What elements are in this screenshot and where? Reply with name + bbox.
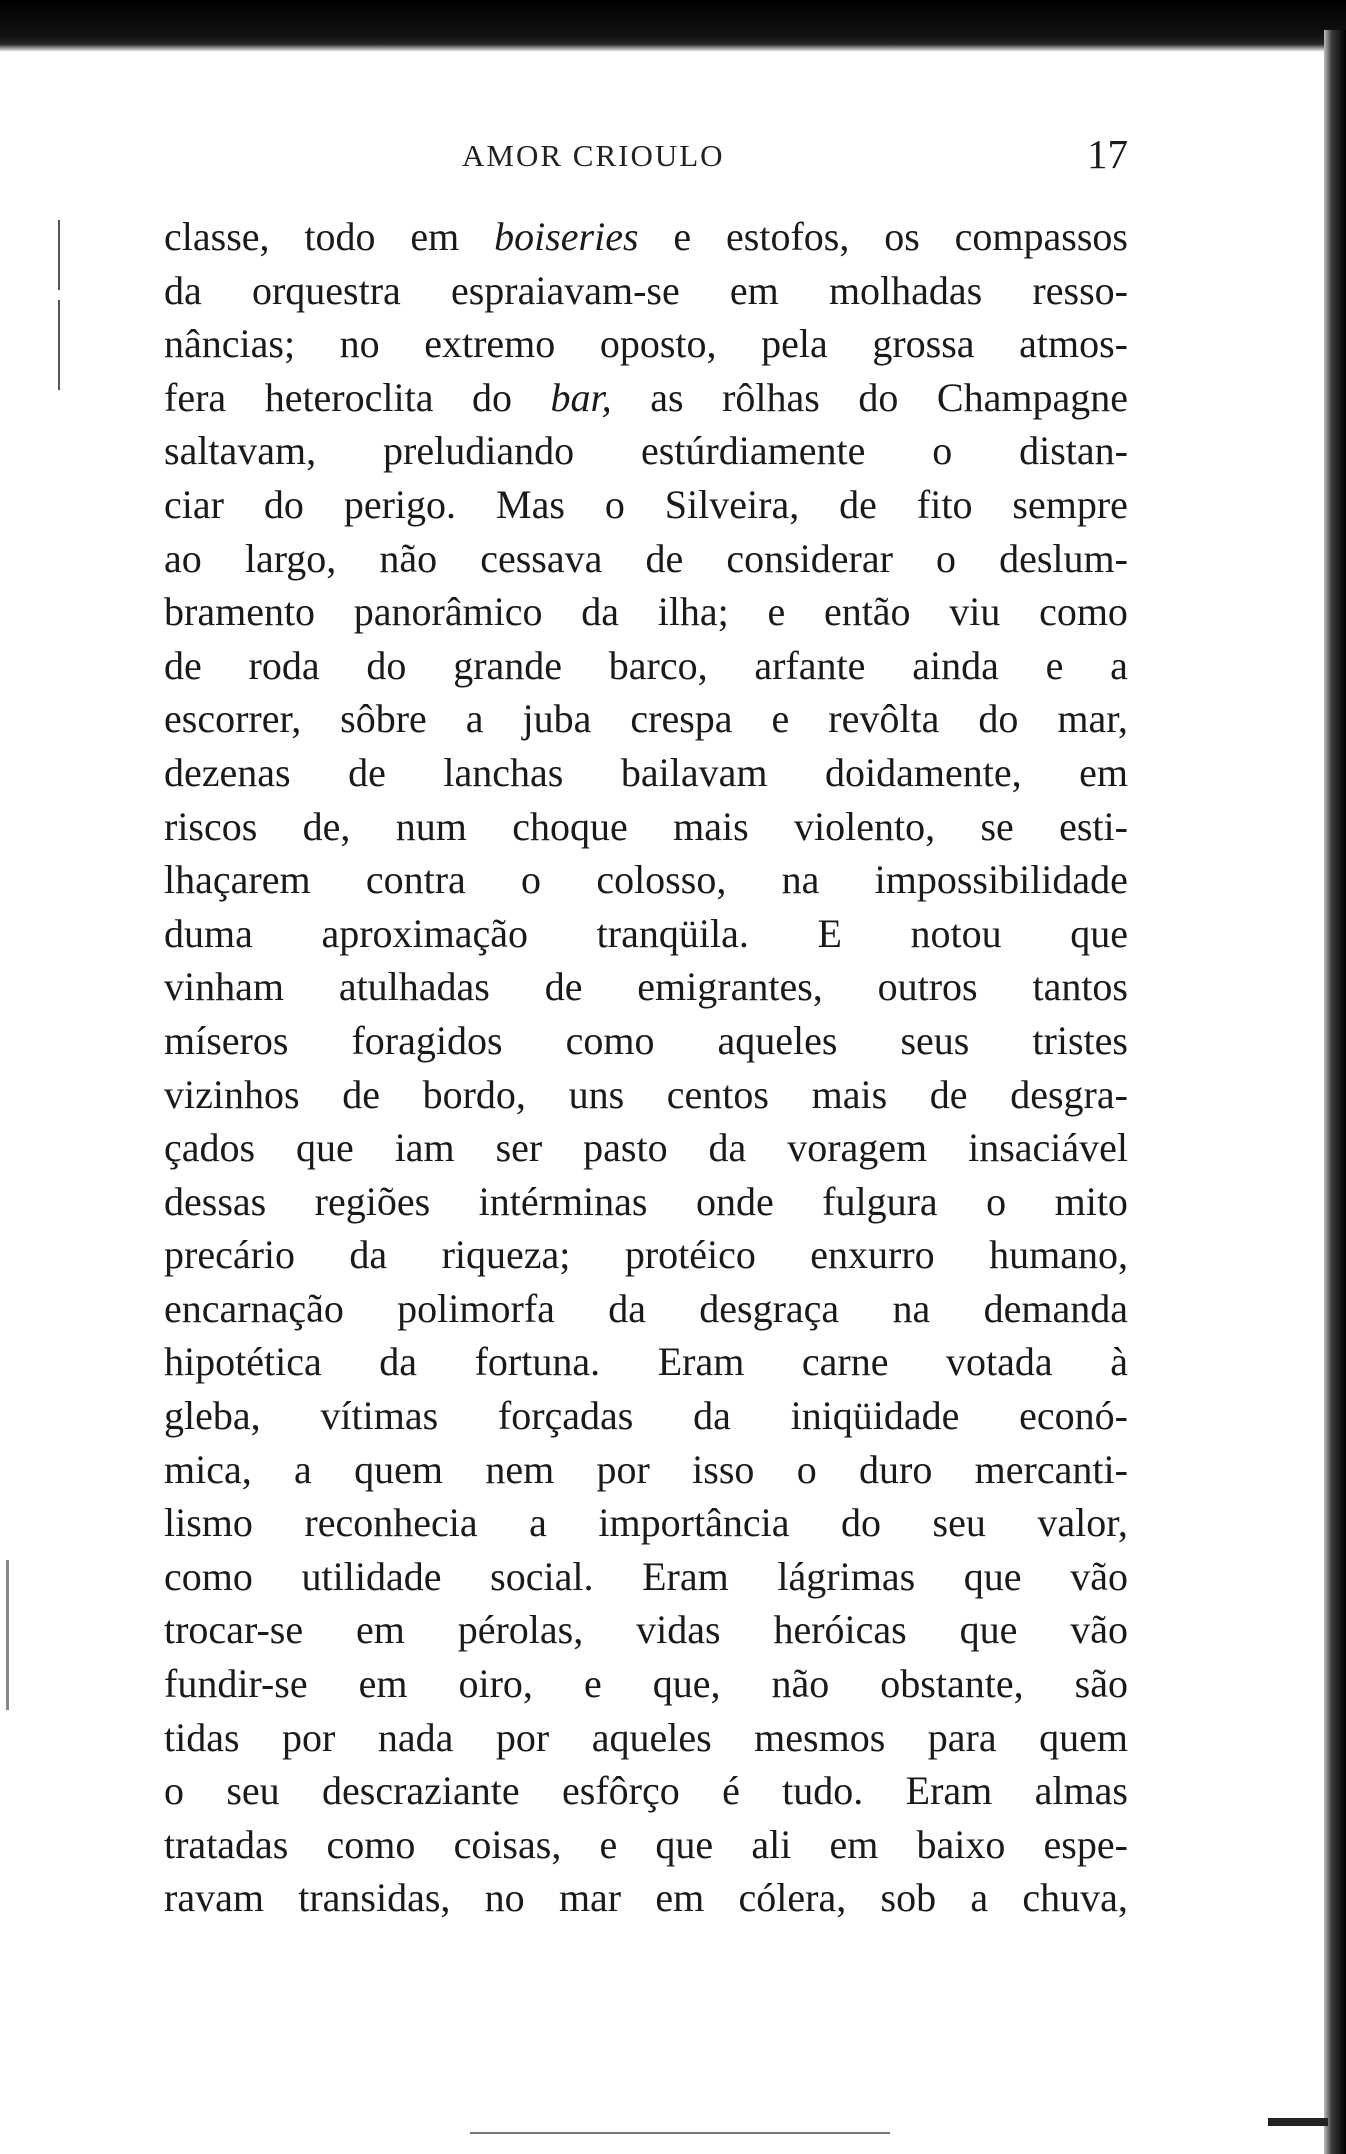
word: vão bbox=[1070, 1607, 1128, 1653]
word: mais bbox=[673, 803, 749, 849]
page-number: 17 bbox=[1087, 131, 1128, 177]
word: não bbox=[379, 535, 438, 581]
word: classe, bbox=[164, 214, 270, 259]
word: esti- bbox=[1059, 803, 1128, 849]
word: trocar-se bbox=[164, 1607, 304, 1653]
word: mar bbox=[558, 1875, 622, 1921]
word: humano, bbox=[989, 1232, 1128, 1278]
word: ali bbox=[751, 1821, 792, 1867]
word: de bbox=[839, 481, 877, 527]
word: o bbox=[932, 428, 953, 474]
word: à bbox=[1110, 1339, 1128, 1385]
word: a bbox=[529, 1500, 547, 1546]
word: colosso, bbox=[596, 857, 727, 903]
word: que, bbox=[652, 1661, 721, 1707]
word: oposto, bbox=[599, 321, 717, 367]
text-line bbox=[164, 1603, 1128, 1657]
word: descraziante bbox=[322, 1768, 520, 1814]
text-line bbox=[164, 639, 1128, 693]
word: da bbox=[379, 1339, 418, 1385]
word: econó- bbox=[1019, 1393, 1128, 1439]
word: crespa bbox=[630, 696, 733, 742]
word: Eram bbox=[642, 1553, 729, 1599]
word: saltavam, bbox=[164, 428, 317, 474]
word: e bbox=[767, 589, 786, 635]
word: duma bbox=[164, 910, 253, 956]
word: do bbox=[472, 374, 513, 420]
word: baixo bbox=[916, 1821, 1006, 1867]
word: e bbox=[771, 696, 790, 742]
scan-right-edge bbox=[1324, 30, 1346, 2154]
text-line bbox=[164, 1443, 1128, 1497]
word: riscos bbox=[164, 803, 258, 849]
page-header bbox=[164, 128, 1128, 188]
word: desgraça bbox=[699, 1285, 840, 1331]
text-line bbox=[164, 907, 1128, 961]
word: pela bbox=[761, 321, 828, 367]
text-line bbox=[164, 1871, 1128, 1925]
text-line bbox=[164, 1657, 1128, 1711]
word: demanda bbox=[983, 1285, 1128, 1331]
word: ravam bbox=[164, 1875, 264, 1921]
word: bramento bbox=[164, 589, 316, 635]
word: tudo. bbox=[782, 1768, 864, 1814]
word: protéico bbox=[624, 1232, 756, 1278]
word: é bbox=[722, 1768, 740, 1814]
word: enxurro bbox=[810, 1232, 935, 1278]
word: hipotética bbox=[164, 1339, 322, 1385]
word: sob bbox=[880, 1875, 937, 1921]
text-line bbox=[164, 1711, 1128, 1765]
word: ainda bbox=[912, 642, 999, 688]
word: aqueles bbox=[591, 1714, 712, 1760]
word: preludiando bbox=[383, 428, 575, 474]
word: social. bbox=[490, 1553, 594, 1599]
word: rôlhas bbox=[722, 374, 820, 420]
word: por bbox=[596, 1446, 650, 1492]
word: fulgura bbox=[822, 1178, 938, 1224]
word: dessas bbox=[164, 1178, 267, 1224]
word: não bbox=[771, 1661, 830, 1707]
word: que bbox=[959, 1607, 1018, 1653]
word: tantos bbox=[1032, 964, 1128, 1010]
word: resso- bbox=[1032, 267, 1128, 313]
word: dezenas bbox=[164, 749, 291, 795]
word: de bbox=[348, 749, 386, 795]
word: carne bbox=[801, 1339, 889, 1385]
word: utilidade bbox=[301, 1553, 442, 1599]
word: bailavam bbox=[620, 749, 768, 795]
word: da bbox=[608, 1285, 646, 1331]
word: sempre bbox=[1012, 481, 1128, 527]
word: mito bbox=[1054, 1178, 1128, 1224]
word: de bbox=[645, 535, 684, 581]
word: polimorfa bbox=[397, 1285, 555, 1331]
word: tristes bbox=[1032, 1017, 1128, 1063]
word: precário bbox=[164, 1232, 296, 1278]
margin-mark bbox=[58, 220, 60, 290]
text-line bbox=[164, 800, 1128, 854]
word: intérminas bbox=[478, 1178, 648, 1224]
word: panorâmico bbox=[353, 589, 543, 635]
word: barco, bbox=[608, 642, 708, 688]
word: revôlta bbox=[828, 696, 940, 742]
word: mar, bbox=[1057, 696, 1128, 742]
word: foragidos bbox=[351, 1017, 503, 1063]
word: o bbox=[986, 1178, 1007, 1224]
word: çados bbox=[164, 1125, 256, 1171]
word: da bbox=[581, 589, 620, 635]
word: aproximação bbox=[321, 910, 529, 956]
word: voragem bbox=[787, 1125, 928, 1171]
margin-mark bbox=[6, 1560, 9, 1710]
word: estúrdiamente bbox=[640, 428, 866, 474]
word: largo, bbox=[244, 535, 337, 581]
word: o bbox=[604, 481, 625, 527]
word: forçadas bbox=[497, 1393, 634, 1439]
word: são bbox=[1074, 1661, 1128, 1707]
word: seu bbox=[932, 1500, 986, 1546]
scan-corner-mark bbox=[1268, 2118, 1328, 2126]
word: lismo bbox=[164, 1500, 253, 1546]
word: as bbox=[650, 374, 684, 420]
word: esfôrço bbox=[562, 1768, 680, 1814]
word: do bbox=[840, 1500, 881, 1546]
word: que bbox=[1070, 910, 1128, 956]
word: como bbox=[565, 1017, 655, 1063]
word: reconhecia bbox=[304, 1500, 478, 1546]
word: bordo, bbox=[422, 1071, 526, 1117]
word: então bbox=[823, 589, 911, 635]
word: centos bbox=[666, 1071, 769, 1117]
margin-mark bbox=[58, 300, 60, 390]
text-line bbox=[164, 532, 1128, 586]
word: do bbox=[263, 481, 304, 527]
word: todo bbox=[304, 214, 376, 259]
word: votada bbox=[946, 1339, 1053, 1385]
word: e bbox=[583, 1661, 602, 1707]
text-line bbox=[164, 1175, 1128, 1229]
word: o bbox=[521, 857, 542, 903]
word: nem bbox=[485, 1446, 555, 1492]
word: Eram bbox=[657, 1339, 745, 1385]
word: em bbox=[729, 267, 779, 313]
text-line bbox=[164, 317, 1128, 371]
text-line bbox=[164, 1550, 1128, 1604]
word: grande bbox=[453, 642, 563, 688]
word: a bbox=[1110, 642, 1128, 688]
word: heteroclita bbox=[264, 374, 434, 420]
word: notou bbox=[910, 910, 1002, 956]
word: juba bbox=[522, 696, 592, 742]
word: lanchas bbox=[443, 749, 564, 795]
word: iniqüidade bbox=[790, 1393, 960, 1439]
word: desgra- bbox=[1010, 1071, 1128, 1117]
scan-bottom-mark bbox=[470, 2132, 890, 2134]
word: gleba, bbox=[164, 1393, 261, 1439]
word: e bbox=[673, 214, 692, 259]
word: encarnação bbox=[164, 1285, 344, 1331]
word: pérolas, bbox=[457, 1607, 584, 1653]
word: em bbox=[410, 214, 460, 259]
word: do bbox=[978, 696, 1019, 742]
word: extremo bbox=[424, 321, 556, 367]
word: mica, bbox=[164, 1446, 252, 1492]
word: de bbox=[342, 1071, 380, 1117]
word: nâncias; bbox=[164, 321, 296, 367]
word: onde bbox=[695, 1178, 774, 1224]
word: bar, bbox=[550, 374, 612, 420]
word: viu bbox=[949, 589, 1001, 635]
text-line bbox=[164, 478, 1128, 532]
word: quem bbox=[354, 1446, 443, 1492]
text-line bbox=[164, 1121, 1128, 1175]
word: fortuna. bbox=[474, 1339, 601, 1385]
word: a bbox=[465, 696, 484, 742]
word: cessava bbox=[480, 535, 603, 581]
word: vidas bbox=[636, 1607, 721, 1653]
word: e bbox=[599, 1821, 618, 1867]
word: da bbox=[349, 1232, 388, 1278]
word: atmos- bbox=[1019, 321, 1128, 367]
scan-top-border bbox=[0, 0, 1346, 52]
word: grossa bbox=[872, 321, 975, 367]
word: em bbox=[829, 1821, 879, 1867]
word: atulhadas bbox=[338, 964, 490, 1010]
text-line bbox=[164, 1389, 1128, 1443]
word: da bbox=[164, 267, 202, 313]
text-line bbox=[164, 210, 1128, 264]
word: que bbox=[296, 1125, 354, 1171]
text-line bbox=[164, 1818, 1128, 1872]
word: e bbox=[1045, 642, 1064, 688]
word: seus bbox=[900, 1017, 970, 1063]
word: na bbox=[892, 1285, 931, 1331]
word: lágrimas bbox=[777, 1553, 916, 1599]
text-line bbox=[164, 1228, 1128, 1282]
word: vão bbox=[1070, 1553, 1128, 1599]
word: pasto bbox=[583, 1125, 668, 1171]
word: em bbox=[355, 1607, 405, 1653]
word: regiões bbox=[314, 1178, 431, 1224]
word: míseros bbox=[164, 1017, 289, 1063]
word: na bbox=[781, 857, 820, 903]
word: da bbox=[693, 1393, 731, 1439]
word: espraiavam-se bbox=[450, 267, 680, 313]
word: se bbox=[980, 803, 1014, 849]
word: aqueles bbox=[717, 1017, 838, 1063]
word: ao bbox=[164, 535, 202, 581]
word: no bbox=[339, 321, 380, 367]
word: nada bbox=[377, 1714, 454, 1760]
word: transidas, bbox=[298, 1875, 451, 1921]
text-line bbox=[164, 1282, 1128, 1336]
word: num bbox=[395, 803, 467, 849]
word: tidas bbox=[164, 1714, 240, 1760]
word: escorrer, bbox=[164, 696, 302, 742]
word: como bbox=[326, 1821, 416, 1867]
word: impossibilidade bbox=[874, 857, 1128, 903]
word: vizinhos bbox=[164, 1071, 300, 1117]
word: ilha; bbox=[657, 589, 729, 635]
word: considerar bbox=[726, 535, 893, 581]
word: que bbox=[963, 1553, 1022, 1599]
word: Silveira, bbox=[664, 481, 800, 527]
word: mercanti- bbox=[974, 1446, 1128, 1492]
word: compassos bbox=[954, 214, 1128, 259]
text-line bbox=[164, 264, 1128, 318]
word: perigo. bbox=[343, 481, 457, 527]
word: oiro, bbox=[458, 1661, 533, 1707]
word: heróicas bbox=[773, 1607, 907, 1653]
word: choque bbox=[512, 803, 628, 849]
text-line bbox=[164, 1068, 1128, 1122]
text-line bbox=[164, 1496, 1128, 1550]
word: almas bbox=[1034, 1768, 1128, 1814]
word: tranqüila. bbox=[596, 910, 749, 956]
word: como bbox=[164, 1553, 253, 1599]
text-line bbox=[164, 1014, 1128, 1068]
word: obstante, bbox=[880, 1661, 1024, 1707]
word: isso bbox=[692, 1446, 755, 1492]
word: violento, bbox=[794, 803, 936, 849]
word: estofos, bbox=[726, 214, 850, 259]
word: E bbox=[817, 910, 842, 956]
word: de, bbox=[302, 803, 351, 849]
word: como bbox=[1039, 589, 1128, 635]
word: em bbox=[358, 1661, 408, 1707]
text-line bbox=[164, 371, 1128, 425]
text-line bbox=[164, 746, 1128, 800]
word: coisas, bbox=[453, 1821, 562, 1867]
word: outros bbox=[877, 964, 978, 1010]
word: tratadas bbox=[164, 1821, 289, 1867]
word: molhadas bbox=[828, 267, 983, 313]
word: o bbox=[164, 1768, 184, 1814]
word: boiseries bbox=[494, 214, 639, 259]
word: de bbox=[544, 964, 583, 1010]
word: orquestra bbox=[251, 267, 401, 313]
word: em bbox=[1079, 749, 1128, 795]
word: chuva, bbox=[1022, 1875, 1128, 1921]
word: lhaçarem bbox=[164, 857, 311, 903]
word: no bbox=[484, 1875, 525, 1921]
word: de bbox=[929, 1071, 968, 1117]
word: vinham bbox=[164, 964, 284, 1010]
word: os bbox=[884, 214, 920, 259]
word: ciar bbox=[164, 481, 224, 527]
word: arfante bbox=[754, 642, 866, 688]
word: duro bbox=[859, 1446, 933, 1492]
word: valor, bbox=[1037, 1500, 1128, 1546]
word: por bbox=[495, 1714, 550, 1760]
word: roda bbox=[248, 642, 320, 688]
text-line bbox=[164, 692, 1128, 746]
word: uns bbox=[568, 1071, 625, 1117]
word: do bbox=[858, 374, 899, 420]
word: Champagne bbox=[936, 374, 1128, 420]
word: da bbox=[708, 1125, 747, 1171]
word: para bbox=[927, 1714, 997, 1760]
running-title: AMOR CRIOULO bbox=[462, 138, 725, 173]
word: o bbox=[935, 535, 956, 581]
word: por bbox=[282, 1714, 336, 1760]
word: fito bbox=[916, 481, 973, 527]
word: quem bbox=[1039, 1714, 1128, 1760]
text-line bbox=[164, 853, 1128, 907]
text-line bbox=[164, 960, 1128, 1014]
word: seu bbox=[226, 1768, 280, 1814]
word: emigrantes, bbox=[637, 964, 823, 1010]
word: de bbox=[164, 642, 202, 688]
word: iam bbox=[394, 1125, 455, 1171]
word: Eram bbox=[905, 1768, 993, 1814]
word: contra bbox=[365, 857, 466, 903]
word: mais bbox=[811, 1071, 888, 1117]
text-line bbox=[164, 1335, 1128, 1389]
word: sôbre bbox=[340, 696, 427, 742]
word: espe- bbox=[1043, 1821, 1128, 1867]
word: deslum- bbox=[999, 535, 1128, 581]
word: fundir-se bbox=[164, 1661, 308, 1707]
word: o bbox=[796, 1446, 817, 1492]
word: mesmos bbox=[754, 1714, 886, 1760]
body-text bbox=[164, 210, 1128, 1925]
word: ser bbox=[495, 1125, 543, 1171]
text-line bbox=[164, 585, 1128, 639]
word: do bbox=[366, 642, 407, 688]
word: em bbox=[655, 1875, 705, 1921]
word: riqueza; bbox=[441, 1232, 571, 1278]
text-line bbox=[164, 1764, 1128, 1818]
word: a bbox=[970, 1875, 989, 1921]
word: fera bbox=[164, 374, 227, 420]
word: doidamente, bbox=[824, 749, 1022, 795]
word: Mas bbox=[496, 481, 565, 527]
text-line bbox=[164, 424, 1128, 478]
word: distan- bbox=[1019, 428, 1128, 474]
word: que bbox=[655, 1821, 714, 1867]
word: a bbox=[294, 1446, 312, 1492]
word: importância bbox=[598, 1500, 790, 1546]
word: vítimas bbox=[320, 1393, 439, 1439]
word: insaciável bbox=[968, 1125, 1128, 1171]
word: cólera, bbox=[738, 1875, 847, 1921]
